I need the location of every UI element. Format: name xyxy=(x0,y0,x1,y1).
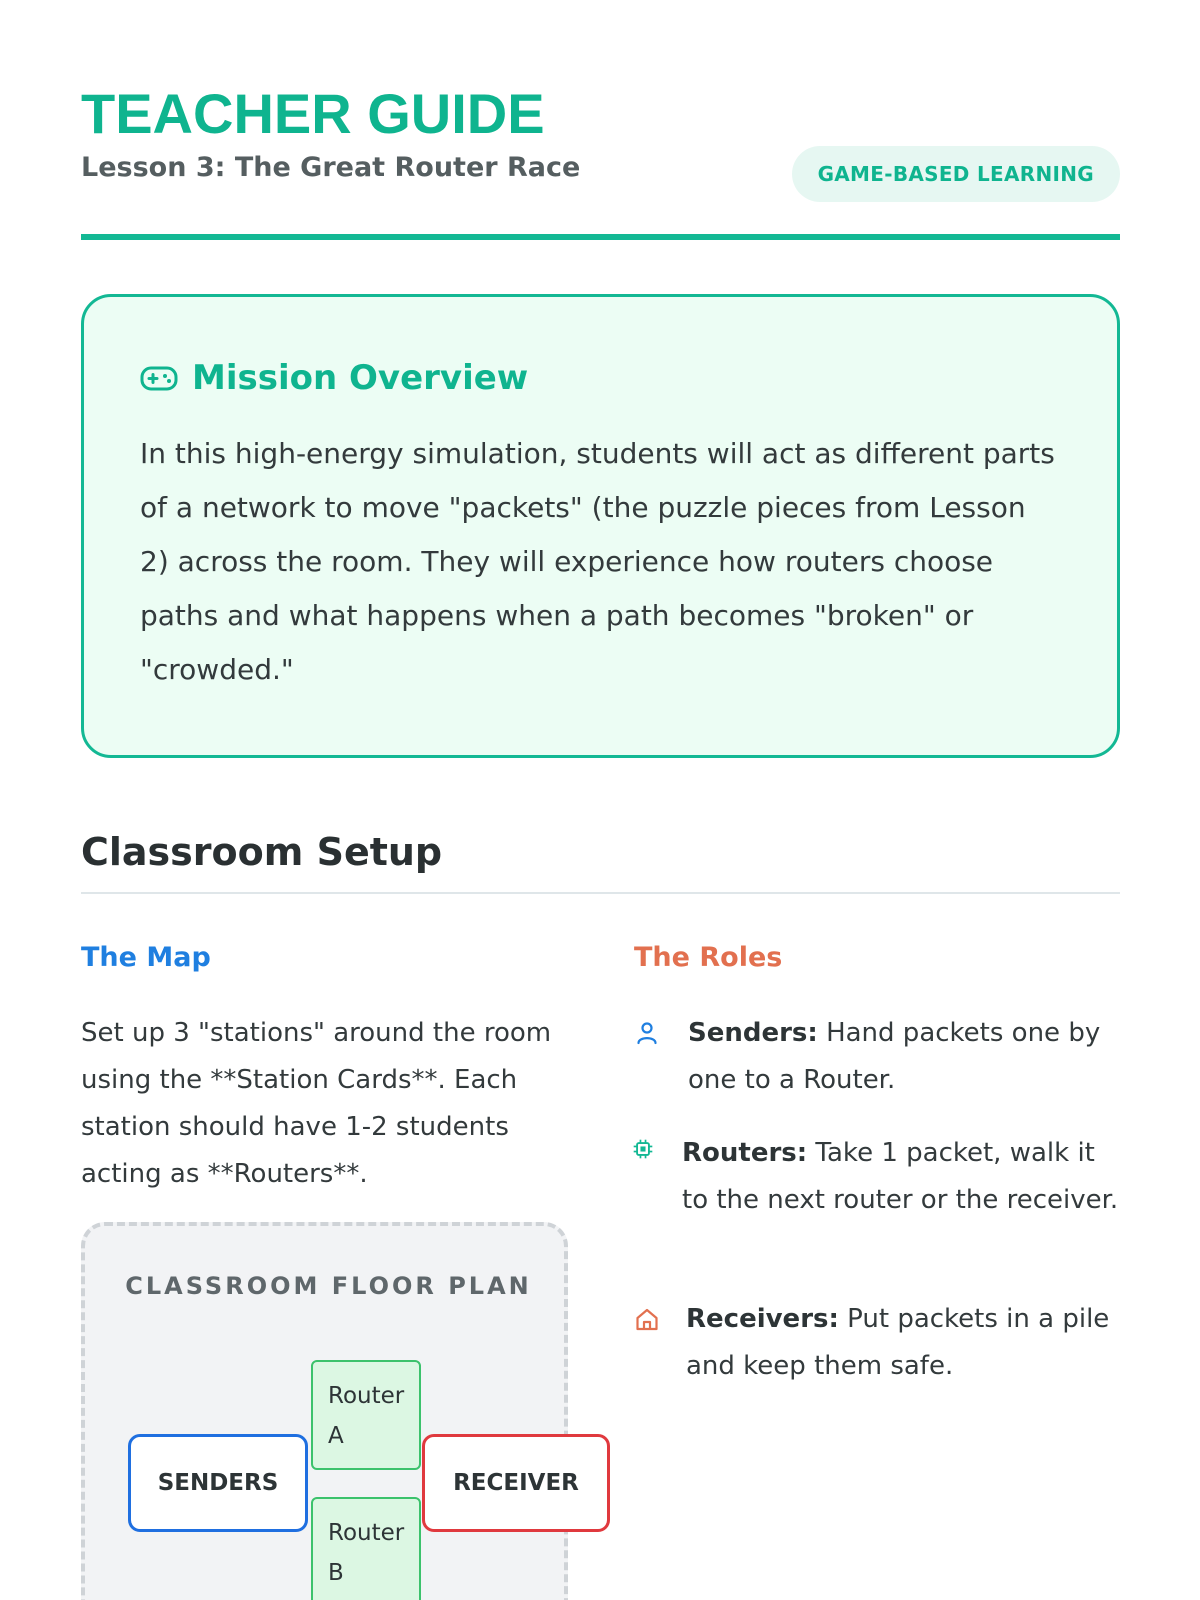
mission-description: In this high-energy simulation, students will act as different parts of a network to move "packets" (the puzzle pieces from Lesson 2) across the room. They will experience how routers choose paths and what happens when a path becomes "broken" or "crowded." xyxy=(140,437,1055,686)
chip-icon xyxy=(632,1138,654,1160)
header-divider xyxy=(81,234,1120,240)
category-badge: GAME-BASED LEARNING xyxy=(792,146,1120,202)
router-b-station: Router B xyxy=(311,1497,421,1600)
lesson-subtitle: Lesson 3: The Great Router Race xyxy=(81,152,581,183)
mission-overview-card xyxy=(81,294,1120,758)
floor-plan-title: CLASSROOM FLOOR PLAN xyxy=(125,1272,532,1300)
role-description: Take 1 packet, walk it to the next router or the receiver. xyxy=(682,1138,1119,1215)
header xyxy=(81,82,1120,242)
map-heading: The Map xyxy=(81,942,211,973)
role-description: Hand packets one by one to a Router. xyxy=(688,1018,1101,1095)
roles-heading: The Roles xyxy=(634,942,783,973)
role-description: Put packets in a pile and keep them safe. xyxy=(686,1304,1110,1381)
role-name: Senders: xyxy=(688,1018,818,1048)
role-name: Routers: xyxy=(682,1138,808,1168)
role-text xyxy=(682,1130,1120,1224)
gamepad-icon xyxy=(140,363,178,393)
roles-column xyxy=(634,938,1120,1381)
router-a-station: Router A xyxy=(311,1360,421,1470)
user-icon xyxy=(634,1020,660,1046)
role-text xyxy=(686,1296,1120,1390)
receiver-station: RECEIVER xyxy=(422,1434,610,1532)
mission-title: Mission Overview xyxy=(192,358,529,398)
page-title: TEACHER GUIDE xyxy=(81,82,545,145)
section-divider xyxy=(81,892,1120,894)
role-name: Receivers: xyxy=(686,1304,839,1334)
home-icon xyxy=(634,1306,660,1332)
map-instructions: Set up 3 "stations" around the room using the **Station Cards**. Each station should have 1-2 students acting as **Routers**. xyxy=(81,1018,552,1189)
teacher-guide-page xyxy=(81,0,1120,1600)
senders-station: SENDERS xyxy=(128,1434,308,1532)
mission-heading xyxy=(140,353,528,403)
role-text xyxy=(688,1010,1120,1104)
classroom-setup-heading: Classroom Setup xyxy=(81,830,443,874)
map-column xyxy=(81,938,571,1189)
